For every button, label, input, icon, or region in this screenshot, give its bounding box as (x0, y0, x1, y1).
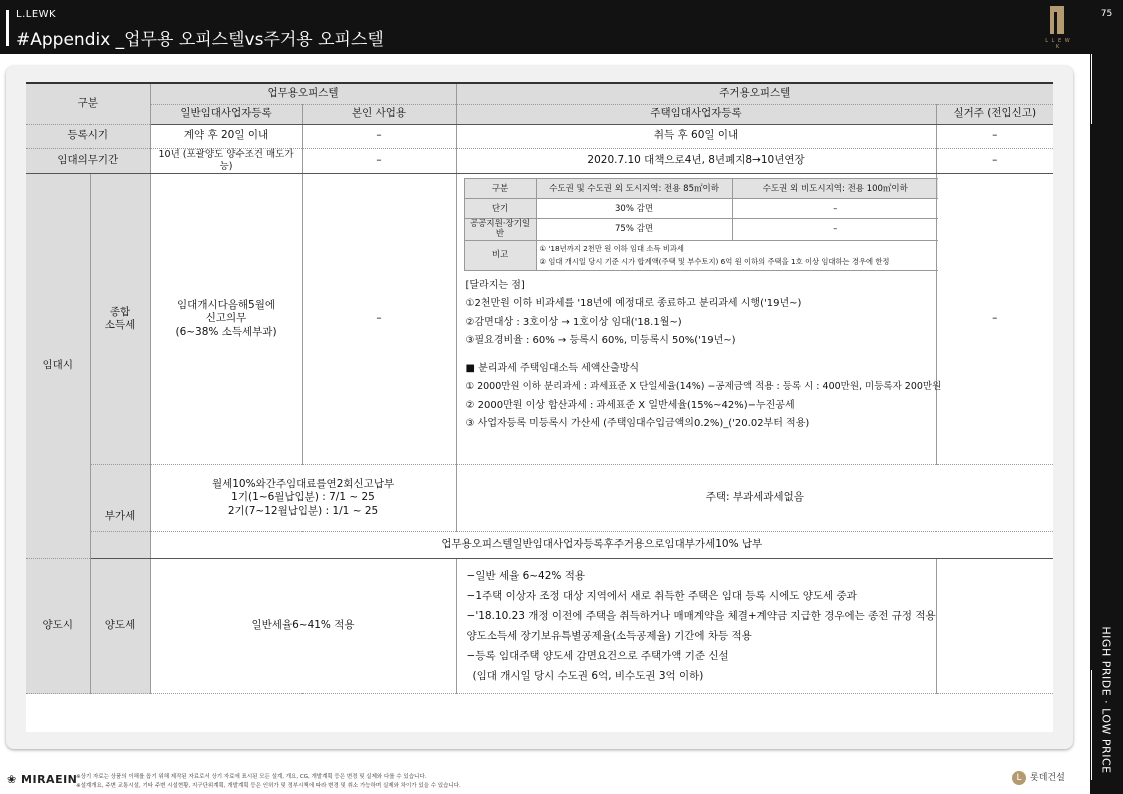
row-label-vat: 부가세 (90, 465, 150, 532)
text-line: 2기(7~12월납입분) : 1/1 ~ 25 (227, 505, 379, 517)
brand-label: L.LEWK (16, 9, 57, 20)
llewk-logo-icon: L L E W K (1042, 6, 1074, 50)
row-label-income-tax: 종합 소득세 (90, 174, 150, 465)
row-label-transfer: 양도시 (26, 559, 90, 694)
row-label-transfer-tax: 양도세 (90, 559, 150, 694)
sub-cell: – (732, 199, 938, 219)
table-cell: 취득 후 60일 이내 (456, 124, 936, 148)
income-tax-office-cell (150, 174, 302, 465)
header-housing-rental: 주택임대사업자등록 (456, 104, 936, 124)
note-line: ①2천만원 이하 비과세를 '18년에 예정대로 종료하고 분리과세 시행('19년~) (465, 298, 802, 310)
note-line: ② 2000만원 이상 합산과세 : 과세표준 X 일반세율(15%~42%)−누진공세 (465, 399, 795, 411)
sub-row-label: 공공지원·장기일반 (464, 219, 536, 240)
remark-line: ① '18년까지 2천만 원 이하 임대 소득 비과세 (539, 244, 684, 254)
header-residential: 주거용오피스텔 (456, 83, 1053, 104)
header-real-residence: 실거주 (전입신고) (936, 104, 1053, 124)
note-line: ③ 사업자등록 미등록시 가산세 (주택임대수입금액의0.2%)_('20.02부터 적용) (465, 418, 810, 430)
table-cell: – (302, 124, 456, 148)
comparison-table (26, 82, 1053, 694)
vat-label-continuation (90, 532, 150, 559)
sub-header: 수도권 및 수도권 외 도시지역: 전용 85㎡이하 (536, 179, 732, 199)
income-tax-residential-cell (456, 174, 942, 465)
disclaimer-line: ※설계개요, 주변 교통시설, 기타 주변 시설현황, 지구단위계획, 개발계획 등은 인허가 및 정부시책에 따라 변경 및 취소 가능하며 실제와 차이가 있을 수 있습니다. (76, 783, 461, 789)
note-line: ②감면대상 : 3호이상 → 1호이상 임대('18.1월~) (465, 316, 682, 328)
table-cell: – (936, 124, 1053, 148)
table-cell: – (302, 148, 456, 174)
text-line: 1기(1~6월납입분) : 7/1 ~ 25 (231, 491, 375, 504)
note-title: [달라지는 점] (465, 279, 525, 291)
vat-residential-cell: 주택: 부과세과세없음 (456, 465, 1053, 532)
disclaimer-line: ※상기 자료는 상품의 이해를 돕기 위해 제작된 자료로서 상기 자료에 표시된 모든 설계, 개요, CG, 개발계획 등은 변경 및 실제와 다를 수 있습니다. (76, 774, 427, 780)
table-cell (936, 559, 1053, 694)
header-accent-bar (6, 10, 9, 46)
vat-office-cell (150, 465, 456, 532)
text-line: 월세10%와간주임대료를연2회신고납부 (211, 477, 395, 490)
table-cell: 2020.7.10 대책으로4년, 8년폐지8→10년연장 (456, 148, 936, 174)
right-sidebar (1090, 0, 1123, 794)
text-line: −등록 임대주택 양도세 감면요건으로 주택가액 기준 신설 (466, 650, 729, 663)
table-cell: – (302, 174, 456, 465)
row-label-rental: 임대시 (26, 174, 90, 559)
remark-line: ② 임대 개시일 당시 기준 시가 합계액(주택 및 부수토지) 6억 원 이하의 주택을 1호 이상 임대하는 경우에 한정 (539, 257, 890, 267)
header-general-rental: 일반임대사업자등록 (150, 104, 302, 124)
sub-cell: 30% 감면 (536, 199, 732, 219)
text-line: −'18.10.23 개정 이전에 주택을 취득하거나 매매계약을 체결+계약금 지급한 경우에는 종전 규정 적용 (466, 610, 936, 623)
text-line: 임대개시다음해5월에 (177, 298, 275, 311)
lotte-icon: L (1012, 771, 1026, 785)
transfer-office-cell: 일반세율6~41% 적용 (150, 559, 456, 694)
sub-cell: – (732, 219, 938, 240)
header-office: 업무용오피스텔 (150, 83, 456, 104)
miraein-logo: ❀ MIRAEIN (7, 773, 78, 786)
row-label: 임대의무기간 (26, 148, 150, 174)
divider (1091, 54, 1092, 124)
comparison-area (26, 82, 1053, 732)
text-line: 양도소득세 장기보유특별공제율(소득공제율) 기간에 차등 적용 (466, 630, 752, 643)
income-tax-notes (460, 277, 942, 434)
lotte-logo: L 롯데건설 (1012, 770, 1065, 785)
header-gubun: 구분 (26, 83, 150, 124)
text-line: −1주택 이상자 조정 대상 지역에서 새로 취득한 주택은 임대 등록 시에도 양도세 중과 (466, 590, 857, 603)
text-line: (6~38% 소득세부과) (175, 326, 277, 338)
sub-header: 구분 (464, 179, 536, 199)
divider (1091, 670, 1092, 780)
sub-header: 수도권 외 비도시지역: 전용 100㎡이하 (732, 179, 938, 199)
table-cell: 10년 (포괄양도 양수조건 매도가능) (150, 148, 302, 174)
text-line: −일반 세율 6~42% 적용 (466, 570, 586, 583)
table-cell: 계약 후 20일 이내 (150, 124, 302, 148)
content-panel (6, 66, 1073, 749)
sub-row-label: 단기 (464, 199, 536, 219)
note-line: ① 2000만원 이하 분리과세 : 과세표준 X 단일세율(14%) −공제금액 적용 : 등록 시 : 400만원, 미등록자 200만원 (465, 381, 942, 393)
transfer-residential-cell (456, 559, 936, 694)
text-line: (임대 개시일 당시 수도권 6억, 비수도권 3억 이하) (472, 670, 704, 683)
row-label: 등록시기 (26, 124, 150, 148)
note-title: ■ 분리과세 주택임대소득 세액산출방식 (465, 362, 640, 374)
header-self-business: 본인 사업용 (302, 104, 456, 124)
footer (0, 762, 1090, 794)
sub-row-label: 비고 (464, 240, 536, 270)
page-title: #Appendix _업무용 오피스텔vs주거용 오피스텔 (16, 30, 384, 50)
page-number: 75 (1100, 9, 1113, 19)
slogan: HIGH PRIDE · LOW PRICE (1099, 626, 1113, 774)
table-cell: – (936, 148, 1053, 174)
note-line: ③필요경비율 : 60% → 등록시 60%, 미등록시 50%('19년~) (465, 335, 736, 347)
table-cell: – (936, 174, 1053, 465)
sub-remarks (536, 240, 938, 270)
header (0, 0, 1090, 54)
vat-note: 업무용오피스텔일반임대사업자등록후주거용으로임대부가세10% 납부 (150, 532, 1053, 559)
reduction-sub-table (464, 178, 939, 270)
text-line: 신고의무 (205, 312, 247, 325)
sub-cell: 75% 감면 (536, 219, 732, 240)
